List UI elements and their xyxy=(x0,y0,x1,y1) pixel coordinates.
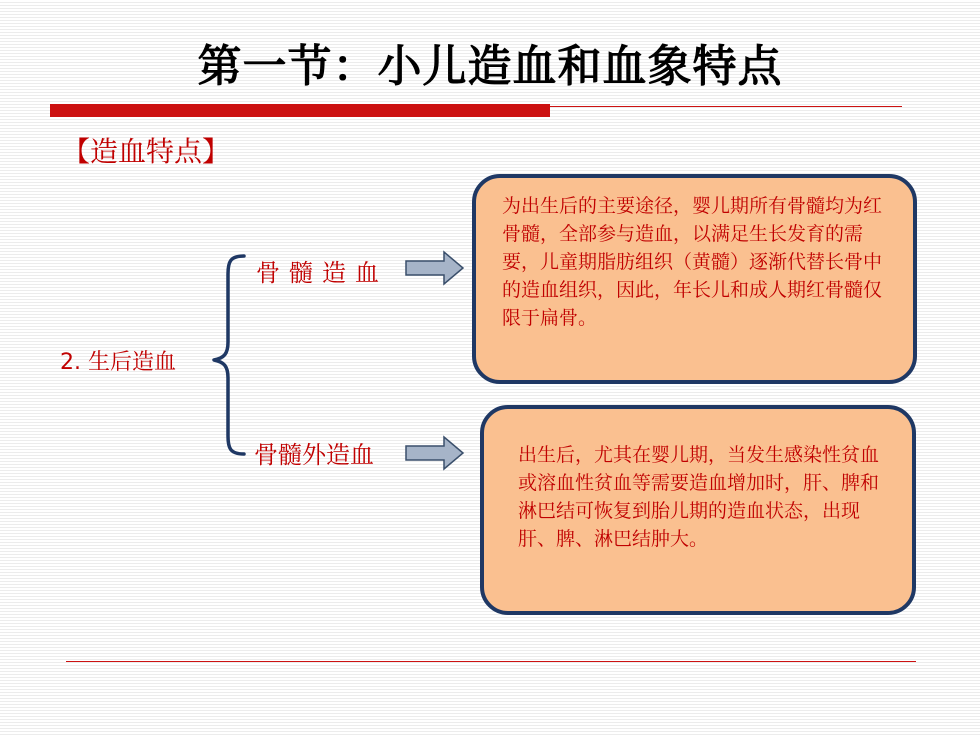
category-label: 2. 生后造血 xyxy=(60,350,176,375)
right-arrow-icon xyxy=(404,435,466,471)
curly-brace-icon xyxy=(200,250,250,460)
marrow-hematopoiesis-box xyxy=(472,174,917,384)
extramedullary-hematopoiesis-text: 出生后，尤其在婴儿期，当发生感染性贫血或溶血性贫血等需要造血增加时，肝、脾和淋巴结可恢复到胎儿期的造血状态，出现肝、脾、淋巴结肿大。 xyxy=(518,444,880,550)
branch-label-marrow: 骨髓造血 xyxy=(256,259,388,287)
extramedullary-hematopoiesis-box xyxy=(480,405,916,615)
title-underline-thin xyxy=(550,106,902,107)
right-arrow-icon xyxy=(404,250,466,286)
marrow-hematopoiesis-text: 为出生后的主要途径，婴儿期所有骨髓均为红骨髓，全部参与造血，以满足生长发育的需要，儿童期脂肪组织（黄髓）逐渐代替长骨中的造血组织，因此，年长儿和成人期红骨髓仅限于扁骨。 xyxy=(502,195,883,329)
branch-label-extramedullary: 骨髓外造血 xyxy=(254,441,374,469)
footer-divider xyxy=(66,661,916,662)
section-label: 【造血特点】 xyxy=(62,135,231,168)
title-underline-thick xyxy=(50,104,550,117)
slide-title: 第一节：小儿造血和血象特点 xyxy=(197,41,783,92)
